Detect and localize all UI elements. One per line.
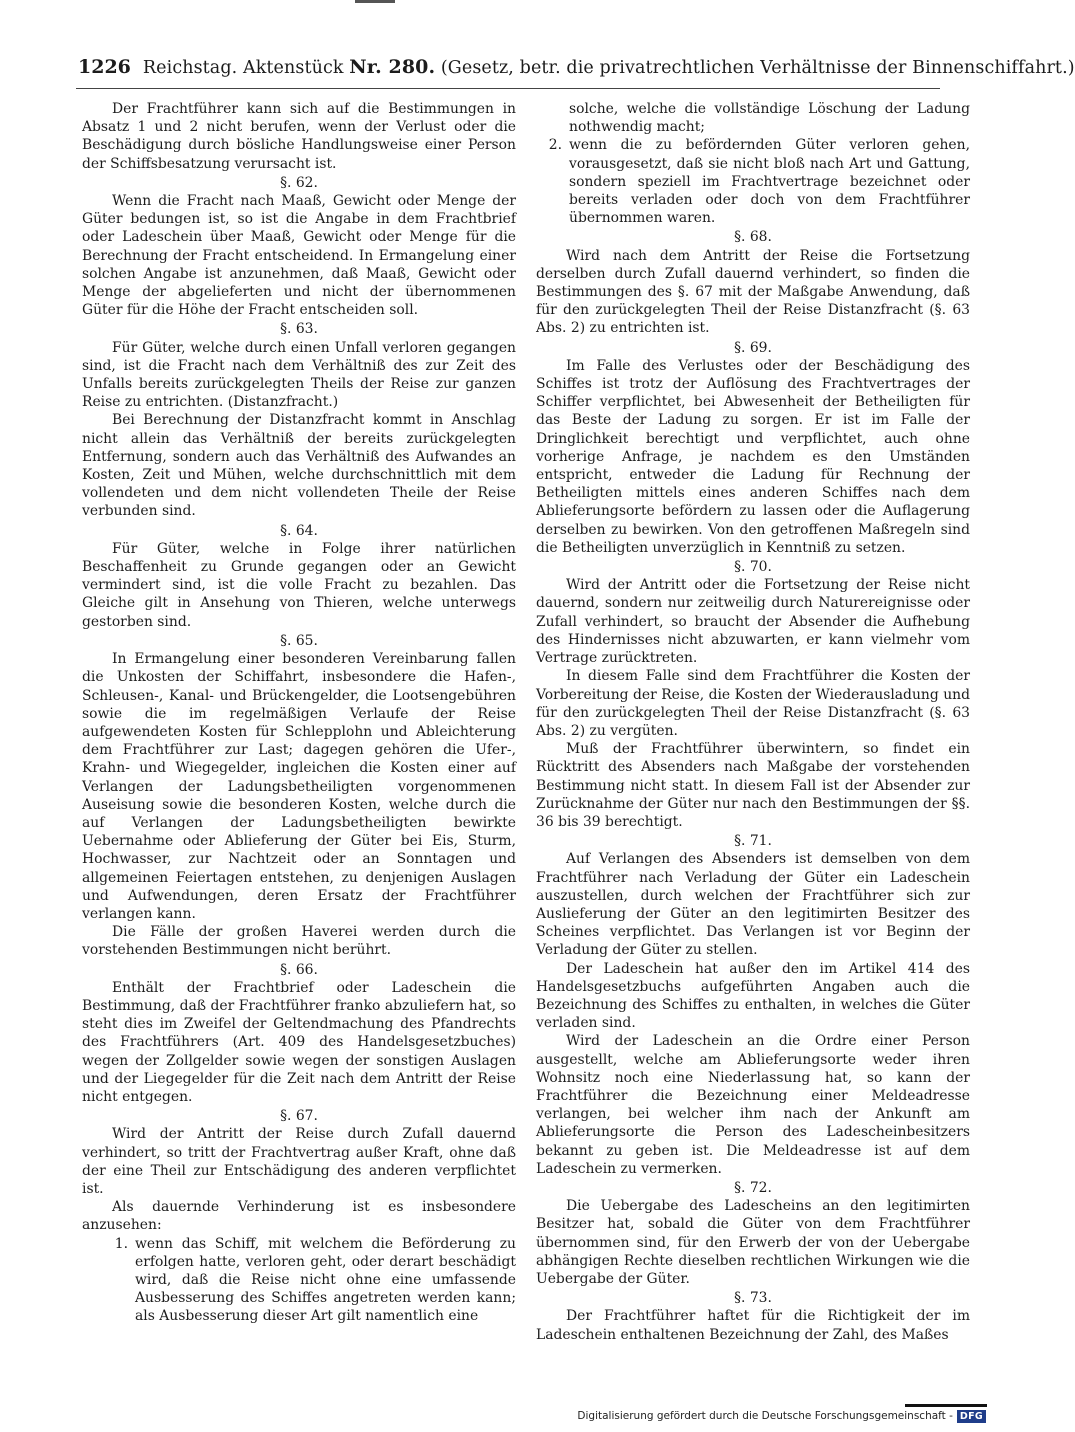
section-heading-65: §. 65. [280,632,318,649]
section-heading-69: §. 69. [734,339,772,356]
section-heading-72: §. 72. [734,1179,772,1196]
footer-credit [577,1408,986,1424]
scan-mark [905,1404,987,1407]
section-heading-67: §. 67. [280,1108,318,1125]
paragraph: Die Uebergabe des Ladescheins an den legitimirten Besitzer hat, sobald die Güter von dem Frachtführer übernommen sind, für den Erwerb der von der Uebergabe abhängigen Rechte dieselben rechtlichen Wirkungen wie die Uebergabe der Güter. [536,1198,970,1287]
scan-speck [355,0,395,3]
dfg-logo: DFG [957,1410,986,1423]
page-number: 1226 [78,56,131,78]
paragraph: In diesem Falle sind dem Frachtführer die Kosten der Vorbereitung der Reise, die Kosten der Wiederausladung und für den zurückgelegten Theil der Reise Distanzfracht (§. 63 Abs. 2) zu vergüten. [536,668,970,739]
paragraph: Wird der Antritt oder die Fortsetzung der Reise nicht dauernd, sondern nur zeitweilig durch Naturereignisse oder Zufall verhindert, so braucht der Absender die Aufhebung des Hindernisses nicht abzuwarten, er kann vielmehr vom Vertrage zurücktreten. [536,577,970,667]
list-item-text: solche, welche die vollständige Löschung der Ladung nothwendig macht; [569,101,970,136]
paragraph: In Ermangelung einer besonderen Vereinbarung fallen die Unkosten der Schiffahrt, insbesondere die Hafen-, Schleusen-, Kanal- und Brückengelder, die Lootsengebühren sowie die im regelmäßigen Verlaufe der Reise aufgewendeten Kosten für Schlepplohn und Ableichterung dem Frachtführer zur Last; dagegen gehören die Ufer-, Krahn- und Wiegegelder, ingleichen die Kosten einer auf Verlangen der Ladungsbetheiligten vorgenommenen Auseisung sowie die besonderen Kosten, welche durch die auf Verlangen der Ladungsbetheiligten bewirkte Uebernahme oder Ablieferung der Güter bei Eis, Sturm, Hochwasser, zur Nachtzeit oder an Sonntagen und allgemeinen Feiertagen entstehen, zu denjenigen Auslagen und Aufwendungen, deren Ersatz der Frachtführer verlangen kann. [82,651,516,922]
paragraph: Wenn die Fracht nach Maaß, Gewicht oder Menge der Güter bedungen ist, so ist die Angabe in dem Frachtbrief oder Ladeschein über Maaß, Gewicht oder Menge für die Berechnung der Fracht entscheidend. In Ermangelung einer solchen Angabe ist anzunehmen, daß Maaß, Gewicht oder Menge der abgelieferten und nicht der übernommenen Güter für die Höhe der Fracht entscheiden soll. [82,193,516,319]
paragraph: Auf Verlangen des Absenders ist demselben von dem Frachtführer nach Verladung der Güter ein Ladeschein auszustellen, durch welchen der Frachtführer sich zur Auslieferung der Güter an den legitimirten Besitzer des Scheines verpflichtet. Das Verlangen ist vor Beginn der Verladung der Güter zu stellen. [536,851,970,959]
paragraph: Enthält der Frachtbrief oder Ladeschein die Bestimmung, daß der Frachtführer franko abzuliefern hat, so steht dies im Zweifel der Geltendmachung des Pfandrechts des Frachtführers (Art. 409 des Handelsgesetzbuches) wegen der Zollgelder sowie wegen der sonstigen Auslagen und der Liegegelder für die Zeit nach dem Antritt der Reise nicht entgegen. [82,979,516,1105]
list-item-number: 2. [548,137,562,154]
page-header [78,56,1075,88]
paragraph: Wird nach dem Antritt der Reise die Fortsetzung derselben durch Zufall dauernd verhindert, so finden die Bestimmungen des §. 67 mit der Maßgabe Anwendung, daß für den zurückgelegten Theil der Reise Distanzfracht (§. 63 Abs. 2) zu entrichten ist. [536,247,970,337]
section-heading-66: §. 66. [280,961,318,978]
header-rule [76,88,940,89]
paragraph: Wird der Ladeschein an die Ordre einer Person ausgestellt, welche am Ablieferungsorte weder ihren Wohnsitz noch eine Niederlassung hat, so kann der Frachtführer die Bezeichnung einer Meldeadresse verlangen, bei welcher ihm nach der Ankunft am Ablieferungsorte die Person des Ladescheinbesitzers bekannt zu geben ist. Die Meldeadresse ist auf dem Ladeschein zu vermerken. [536,1033,970,1177]
section-heading-64: §. 64. [280,522,318,539]
section-heading-63: §. 63. [280,321,318,338]
section-heading-70: §. 70. [734,559,772,576]
running-title-part-a: Reichstag. Aktenstück [142,58,344,78]
running-title-part-b: (Gesetz, betr. die privatrechtlichen Verhältnisse der Binnenschiffahrt.) [440,58,1075,78]
paragraph: Der Frachtführer kann sich auf die Bestimmungen in Absatz 1 und 2 nicht berufen, wenn der Verlust oder die Beschädigung durch bösliche Handlungsweise einer Person der Schiffsbesatzung verursacht ist. [82,101,516,172]
paragraph: Als dauernde Verhinderung ist es insbesondere anzusehen: [82,1199,516,1234]
right-column [536,100,970,1344]
paragraph: Der Frachtführer haftet für die Richtigkeit der im Ladeschein enthaltenen Bezeichnung der Zahl, des Maßes [536,1308,970,1343]
running-title [143,56,1075,78]
enumeration [82,1235,516,1326]
list-item-text: wenn das Schiff, mit welchem die Beförderung zu erfolgen hatte, verloren geht, oder derart beschädigt wird, daß die Reise nicht ohne eine umfassende Ausbesserung des Schiffes angetreten werden kann; als Ausbesserung dieser Art gilt namentlich eine [135,1235,516,1325]
paragraph: Muß der Frachtführer überwintern, so findet ein Rücktritt des Absenders nach Maßgabe der vorstehenden Bestimmung nicht statt. In diesem Fall ist der Absender zur Zurücknahme der Güter nur nach den Bestimmungen der §§. 36 bis 39 berechtigt. [536,741,970,830]
paragraph: Bei Berechnung der Distanzfracht kommt in Anschlag nicht allein das Verhältniß der bereits zurückgelegten Entfernung, sondern auch das Verhältniß des Aufwandes an Kosten, Zeit und Mühen, welche durchschnittlich mit dem vollendeten und dem nicht vollendeten Theile der Reise verbunden sind. [82,412,516,520]
section-heading-73: §. 73. [734,1290,772,1307]
list-item-text: wenn die zu befördernden Güter verloren gehen, vorausgesetzt, daß sie nicht bloß nach Art und Gattung, sondern speziell im Frachtvertrage bezeichnet oder bereits verladen oder doch von dem Frachtführer übernommen waren. [569,137,970,227]
list-item-number: 1. [114,1235,128,1252]
paragraph: Der Ladeschein hat außer den im Artikel 414 des Handelsgesetzbuchs aufgeführten Angaben auch die Bezeichnung des Schiffes zu enthalten, in welches die Güter verladen sind. [536,960,970,1032]
section-heading-68: §. 68. [734,229,772,246]
paragraph: Für Güter, welche durch einen Unfall verloren gegangen sind, ist die Fracht nach dem Verhältniß des zur Zeit des Unfalls bereits zurückgelegten Theils der Reise zur ganzen Reise zu entrichten. (Distanzfracht.) [82,339,516,411]
list-item [536,100,970,136]
running-title-number: Nr. 280. [349,56,436,78]
paragraph: Im Falle des Verlustes oder der Beschädigung des Schiffes ist trotz der Auflösung des Frachtvertrages der Schiffer verpflichtet, bei Abwesenheit der Betheiligten für das Beste der Ladung zu sorgen. Er ist im Falle der Dringlichkeit berechtigt und verpflichtet, auch ohne vorherige Anfrage, je nachdem es den Umständen entspricht, entweder die Ladung für Rechnung der Betheiligten mittels eines anderen Schiffes nach dem Ablieferungsorte befördern zu lassen oder die Auflagerung derselben zu bewirken. Von den getroffenen Maßregeln sind die Betheiligten unverzüglich in Kenntniß zu setzen. [536,357,970,556]
paragraph: Für Güter, welche in Folge ihrer natürlichen Beschaffenheit zu Grunde gegangen oder an Gewicht vermindert sind, ist die volle Fracht zu bezahlen. Das Gleiche gilt in Ansehung von Thieren, welche unterwegs gestorben sind. [82,540,516,630]
footer-credit-text: Digitalisierung gefördert durch die Deutsche Forschungsgemeinschaft - [577,1410,953,1422]
list-item [82,1235,516,1326]
paragraph: Wird der Antritt der Reise durch Zufall dauernd verhindert, so tritt der Frachtvertrag außer Kraft, ohne daß der eine Theil zur Entschädigung des anderen verpflichtet ist. [82,1126,516,1197]
section-heading-62: §. 62. [280,174,318,191]
paragraph: Die Fälle der großen Haverei werden durch die vorstehenden Bestimmungen nicht berührt. [82,924,516,959]
enumeration-continued [536,100,970,227]
left-column [82,100,516,1326]
list-item [536,136,970,227]
section-heading-71: §. 71. [734,833,772,850]
